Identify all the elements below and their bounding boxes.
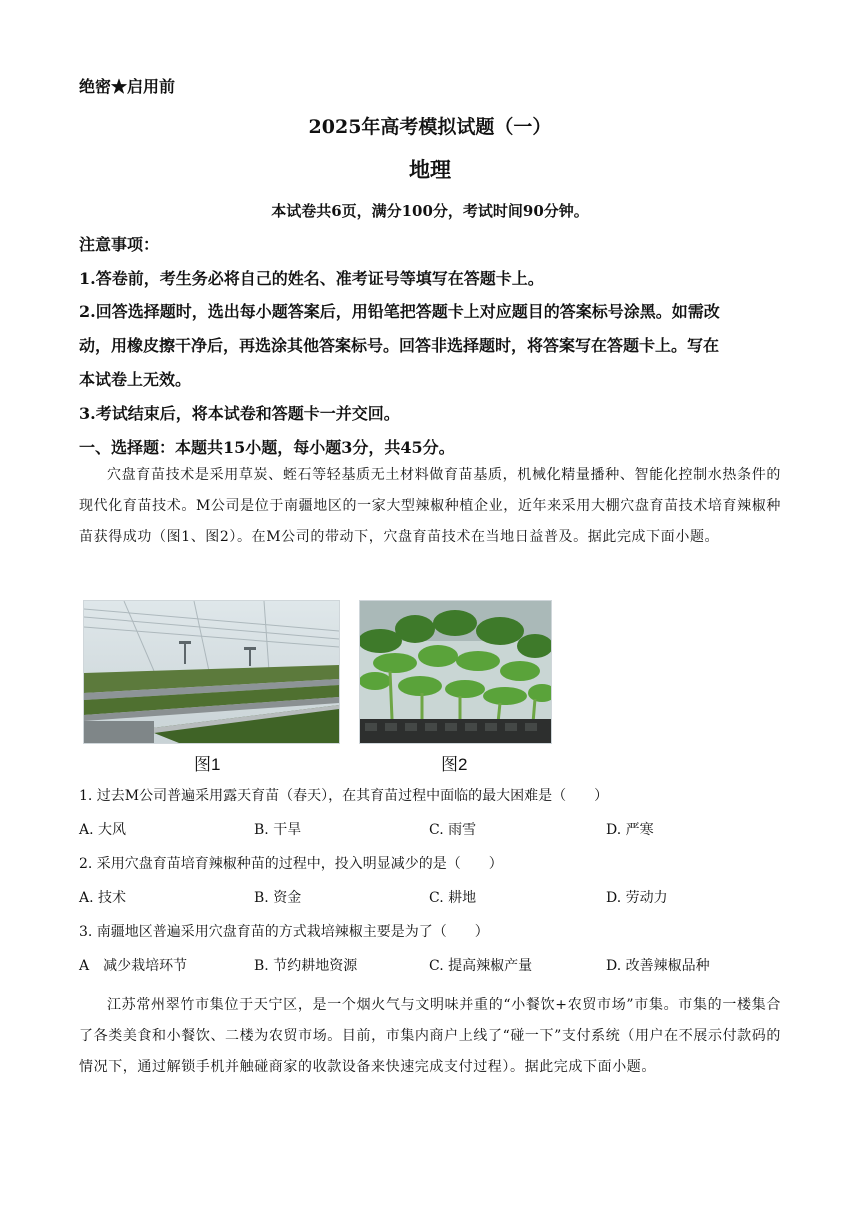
figure-1-image [83,600,340,744]
question-2-options [79,887,779,907]
question-3-options [79,955,779,975]
passage-1-text: 穴盘育苗技术是采用草炭、蛭石等轻基质无土材料做育苗基质，机械化精量播种、智能化控制水热条件的现代化育苗技术。M公司是位于南疆地区的一家大型辣椒种植企业，近年来采用大棚穴盘育苗技术培育辣椒种苗获得成功（图1、图2）。在M公司的带动下，穴盘育苗技术在当地日益普及。据此完成下面小题。 [79,467,781,545]
question-2-option-c[interactable]: C. 耕地 [429,890,477,906]
question-2-stem: 2. 采用穴盘育苗培育辣椒种苗的过程中，投入明显减少的是（ ） [79,856,503,872]
exam-info: 本试卷共6页，满分100分，考试时间90分钟。 [271,202,589,220]
question-3-option-c[interactable]: C. 提高辣椒产量 [429,958,533,974]
question-3-stem: 3. 南疆地区普遍采用穴盘育苗的方式栽培辣椒主要是为了（ ） [79,924,489,940]
notice-item-1: 1.答卷前，考生务必将自己的姓名、准考证号等填写在答题卡上。 [79,269,544,288]
figure-2-caption: 图2 [441,755,468,774]
question-1-options [79,819,779,839]
subject-title: 地理 [409,157,451,182]
confidential-label: 绝密★启用前 [79,77,176,96]
notice-item-2-line-3: 本试卷上无效。 [79,370,192,389]
notice-item-3: 3.考试结束后，将本试卷和答题卡一并交回。 [79,404,400,423]
section-heading: 一、选择题：本题共15小题，每小题3分，共45分。 [79,438,455,457]
question-2-option-b[interactable]: B. 资金 [254,890,302,906]
notice-item-2-line-1: 2.回答选择题时，选出每小题答案后，用铅笔把答题卡上对应题目的答案标号涂黑。如需改 [79,302,720,321]
passage-1 [79,460,781,553]
question-2-option-d[interactable]: D. 劳动力 [606,890,668,906]
question-2-option-a[interactable]: A. 技术 [79,890,127,906]
exam-title: 2025年高考模拟试题（一） [308,116,552,138]
question-1-stem: 1. 过去M公司普遍采用露天育苗（春天），在其育苗过程中面临的最大困难是（ ） [79,788,609,804]
question-3-option-b[interactable]: B. 节约耕地资源 [254,958,358,974]
passage-2-text: 江苏常州翠竹市集位于天宁区，是一个烟火气与文明味并重的“小餐饮+农贸市场”市集。市集的一楼集合了各类美食和小餐饮、二楼为农贸市场。目前，市集内商户上线了“碰一下”支付系统（用户在不展示付款码的情况下，通过解锁手机并触碰商家的收款设备来快速完成支付过程）。据此完成下面小题。 [79,997,781,1075]
question-1-option-c[interactable]: C. 雨雪 [429,822,477,838]
figure-2-image [359,600,552,744]
notice-item-2-line-2: 动，用橡皮擦干净后，再选涂其他答案标号。回答非选择题时，将答案写在答题卡上。写在 [79,336,720,355]
greenhouse-photo [84,601,339,743]
seedlings-photo [360,601,551,743]
question-1-option-d[interactable]: D. 严寒 [606,822,654,838]
notice-heading: 注意事项： [79,235,160,254]
question-3-option-a[interactable]: A 减少栽培环节 [79,958,188,974]
question-3-option-d[interactable]: D. 改善辣椒品种 [606,958,710,974]
question-1-option-b[interactable]: B. 干旱 [254,822,302,838]
passage-2 [79,990,781,1083]
question-1-option-a[interactable]: A. 大风 [79,822,127,838]
figure-1-caption: 图1 [194,755,221,774]
